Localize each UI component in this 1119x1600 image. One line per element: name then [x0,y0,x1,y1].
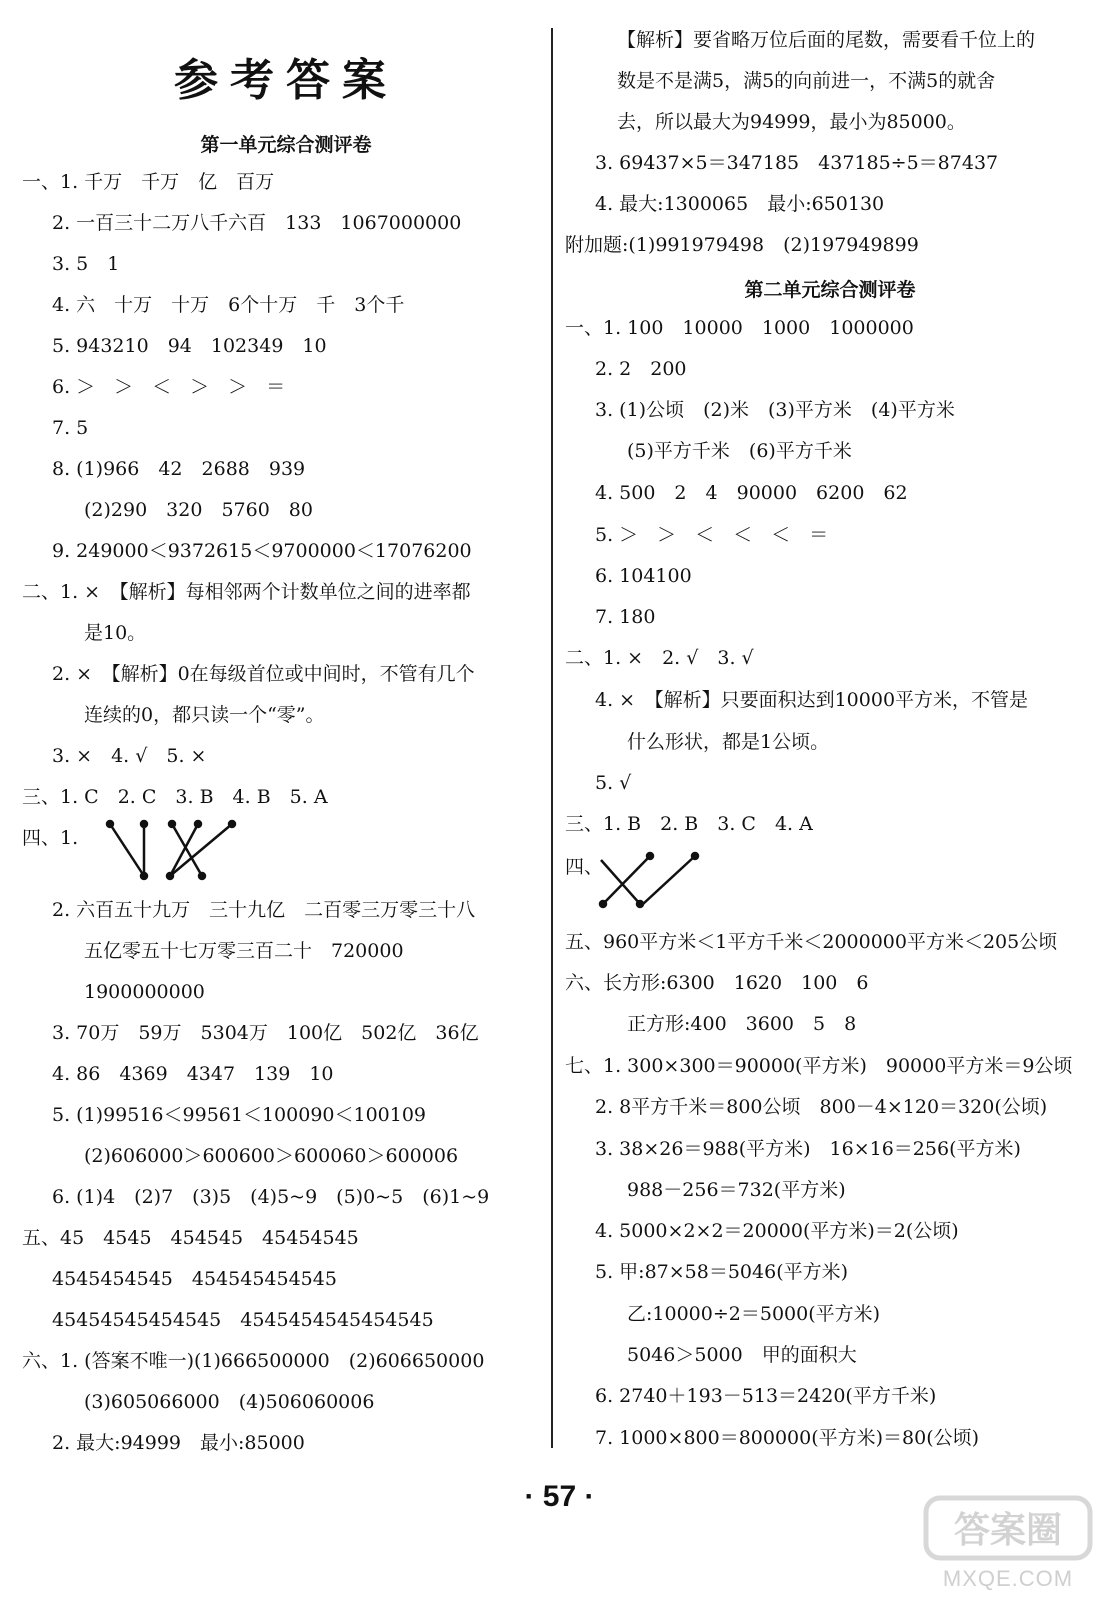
answer-line: 连续的0，都只读一个“零”。 [84,704,325,726]
answer-line: 3. 5 1 [52,253,120,275]
answer-line: 三、1. B 2. B 3. C 4. A [565,813,813,835]
answer-line: 4. 5000×2×2＝20000(平方米)＝2(公顷) [595,1220,959,1242]
column-divider [551,28,553,1448]
answer-line: 五、45 4545 454545 45454545 [22,1227,359,1249]
matching-lines-diagram [595,850,705,912]
page-number: · 57 · [524,1480,595,1513]
answer-line: 什么形状，都是1公顷。 [627,731,830,753]
answer-line: 六、1. (答案不唯一)(1)666500000 (2)606650000 [22,1350,485,1372]
answer-line: (2)290 320 5760 80 [84,499,313,521]
answer-line: 4. 86 4369 4347 139 10 [52,1063,334,1085]
answer-line: 3. (1)公顷 (2)米 (3)平方米 (4)平方米 [595,399,955,421]
answer-line: (3)605066000 (4)506060006 [84,1391,375,1413]
answer-line: 乙:10000÷2＝5000(平方米) [627,1303,881,1325]
answer-line: 6. ＞ ＞ ＜ ＞ ＞ ＝ [52,376,286,398]
answer-line: 二、1. × 【解析】每相邻两个计数单位之间的进率都 [22,581,471,603]
answer-line: 5. (1)99516＜99561＜100090＜100109 [52,1104,427,1126]
answer-line: 六、长方形:6300 1620 100 6 [565,972,869,994]
answer-line: 七、1. 300×300＝90000(平方米) 90000平方米＝9公顷 [565,1055,1073,1077]
answer-line: 2. 8平方千米＝800公顷 800－4×120＝320(公顷) [595,1096,1048,1118]
answer-line: 6. (1)4 (2)7 (3)5 (4)5~9 (5)0~5 (6)1~9 [52,1186,490,1208]
answer-line: 4. 500 2 4 90000 6200 62 [595,482,908,504]
answer-line: 2. × 【解析】0在每级首位或中间时，不管有几个 [52,663,475,685]
answer-line: 四、1. [22,827,79,849]
answer-line: 五亿零五十七万零三百二十 720000 [84,940,404,962]
answer-line: 1900000000 [84,981,205,1003]
answer-line: 四、 [565,856,604,878]
answer-line: 5. √ [595,772,632,794]
answer-line: 8. (1)966 42 2688 939 [52,458,306,480]
svg-text:答案圈: 答案圈 [953,1510,1063,1551]
answer-line: 7. 180 [595,606,656,628]
answer-line: 附加题:(1)991979498 (2)197949899 [565,234,919,256]
answer-line: 5. 943210 94 102349 10 [52,335,327,357]
answer-line: 正方形:400 3600 5 8 [627,1013,857,1035]
answer-line: 5. 甲:87×58＝5046(平方米) [595,1261,849,1283]
answer-line: 6. 2740＋193－513＝2420(平方千米) [595,1385,937,1407]
answer-line: 3. 69437×5＝347185 437185÷5＝87437 [595,152,999,174]
matching-lines-diagram [102,818,262,882]
answer-line: 2. 2 200 [595,358,687,380]
page-title: 参考答案 [174,55,398,106]
answer-line: (5)平方千米 (6)平方千米 [627,440,852,462]
answer-line: 去，所以最大为94999，最小为85000。 [617,111,966,133]
answer-line: 【解析】要省略万位后面的尾数，需要看千位上的 [617,29,1036,51]
answer-line: 9. 249000＜9372615＜9700000＜17076200 [52,540,472,562]
answer-line: 7. 5 [52,417,89,439]
answer-line: 7. 1000×800＝800000(平方米)＝80(公顷) [595,1427,980,1449]
answer-line: 45454545454545 4545454545454545 [52,1309,434,1331]
answer-line: 5046＞5000 甲的面积大 [627,1344,857,1366]
answer-line: 2. 最大:94999 最小:85000 [52,1432,305,1454]
answer-line: 3. 70万 59万 5304万 100亿 502亿 36亿 [52,1022,479,1044]
answer-line: (2)606000＞600600＞600060＞600006 [84,1145,459,1167]
answer-line: 二、1. × 2. √ 3. √ [565,647,754,669]
section-title-unit1: 第一单元综合测评卷 [200,134,372,156]
answer-line: 三、1. C 2. C 3. B 4. B 5. A [22,786,328,808]
answer-line: 5. ＞ ＞ ＜ ＜ ＜ ＝ [595,524,829,546]
watermark-text: MXQE.COM [942,1566,1074,1591]
answer-line: 4. 最大:1300065 最小:650130 [595,193,885,215]
answer-line: 2. 六百五十九万 三十九亿 二百零三万零三十八 [52,899,476,921]
answer-line: 6. 104100 [595,565,692,587]
answer-line: 数是不是满5，满5的向前进一，不满5的就舍 [617,70,996,92]
answer-line: 4. 六 十万 十万 6个十万 千 3个千 [52,294,405,316]
section-title-unit2: 第二单元综合测评卷 [744,279,916,301]
answer-line: 2. 一百三十二万八千六百 133 1067000000 [52,212,462,234]
answer-line: 3. × 4. √ 5. × [52,745,207,767]
answer-line: 是10。 [84,622,147,644]
answer-line: 3. 38×26＝988(平方米) 16×16＝256(平方米) [595,1138,1021,1160]
answer-line: 4545454545 454545454545 [52,1268,337,1290]
answer-line: 一、1. 100 10000 1000 1000000 [565,317,914,339]
answer-line: 五、960平方米＜1平方千米＜2000000平方米＜205公顷 [565,931,1058,953]
answer-line: 988－256＝732(平方米) [627,1179,846,1201]
answer-line: 一、1. 千万 千万 亿 百万 [22,171,275,193]
answer-line: 4. × 【解析】只要面积达到10000平方米，不管是 [595,689,1029,711]
